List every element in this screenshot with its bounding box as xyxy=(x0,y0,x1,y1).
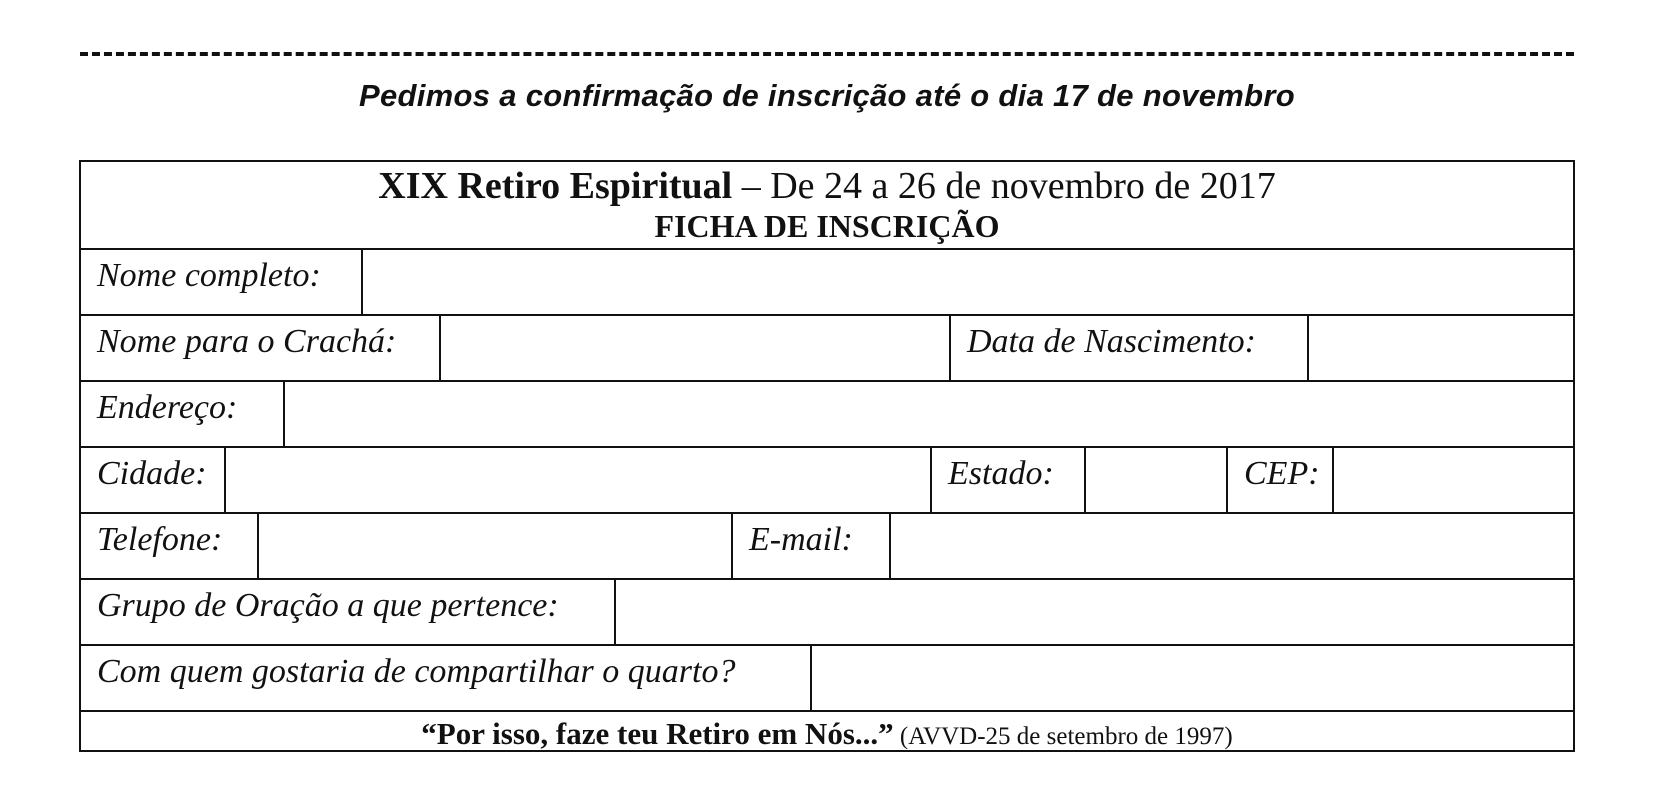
footer-reference: (AVVD-25 de setembro de 1997) xyxy=(893,723,1233,750)
compartilhar-quarto-field[interactable] xyxy=(810,646,1573,710)
confirmation-notice: Pedimos a confirmação de inscrição até o dia 17 de novembro xyxy=(359,78,1295,113)
row-cracha-nascimento xyxy=(81,316,1573,382)
registration-form xyxy=(79,160,1575,752)
compartilhar-quarto-label: Com quem gostaria de compartilhar o quarto? xyxy=(97,653,736,690)
footer-quote: “Por isso, faze teu Retiro em Nós...” xyxy=(421,716,894,751)
row-nome-completo xyxy=(81,250,1573,316)
row-grupo-oracao xyxy=(81,580,1573,646)
data-nascimento-label: Data de Nascimento: xyxy=(967,323,1256,360)
nome-cracha-field[interactable] xyxy=(439,316,951,380)
form-subtitle: FICHA DE INSCRIÇÃO xyxy=(654,208,1000,244)
data-nascimento-field[interactable] xyxy=(1307,316,1573,380)
grupo-oracao-label: Grupo de Oração a que pertence: xyxy=(97,587,559,624)
cep-label: CEP: xyxy=(1244,455,1320,492)
row-telefone-email xyxy=(81,514,1573,580)
endereco-field[interactable] xyxy=(283,382,1573,446)
nome-completo-field[interactable] xyxy=(361,250,1573,314)
cut-line-divider xyxy=(80,52,1574,56)
estado-label: Estado: xyxy=(948,455,1054,492)
endereco-label: Endereço: xyxy=(97,389,238,426)
row-endereco xyxy=(81,382,1573,448)
nome-completo-label: Nome completo: xyxy=(97,257,321,294)
form-title-dates: – De 24 a 26 de novembro de 2017 xyxy=(732,165,1276,207)
form-title xyxy=(81,164,1573,208)
telefone-field[interactable] xyxy=(257,514,733,578)
cidade-field[interactable] xyxy=(224,448,932,512)
form-title-bold: XIX Retiro Espiritual xyxy=(378,165,733,207)
nome-cracha-label: Nome para o Crachá: xyxy=(97,323,397,360)
estado-field[interactable] xyxy=(1084,448,1228,512)
row-compartilhar-quarto xyxy=(81,646,1573,712)
cidade-label: Cidade: xyxy=(97,455,207,492)
row-cidade-estado-cep xyxy=(81,448,1573,514)
form-header xyxy=(81,162,1573,250)
cep-field[interactable] xyxy=(1332,448,1573,512)
email-field[interactable] xyxy=(889,514,1573,578)
form-footer xyxy=(81,716,1573,752)
email-label: E-mail: xyxy=(749,521,853,558)
grupo-oracao-field[interactable] xyxy=(614,580,1573,644)
telefone-label: Telefone: xyxy=(97,521,223,558)
